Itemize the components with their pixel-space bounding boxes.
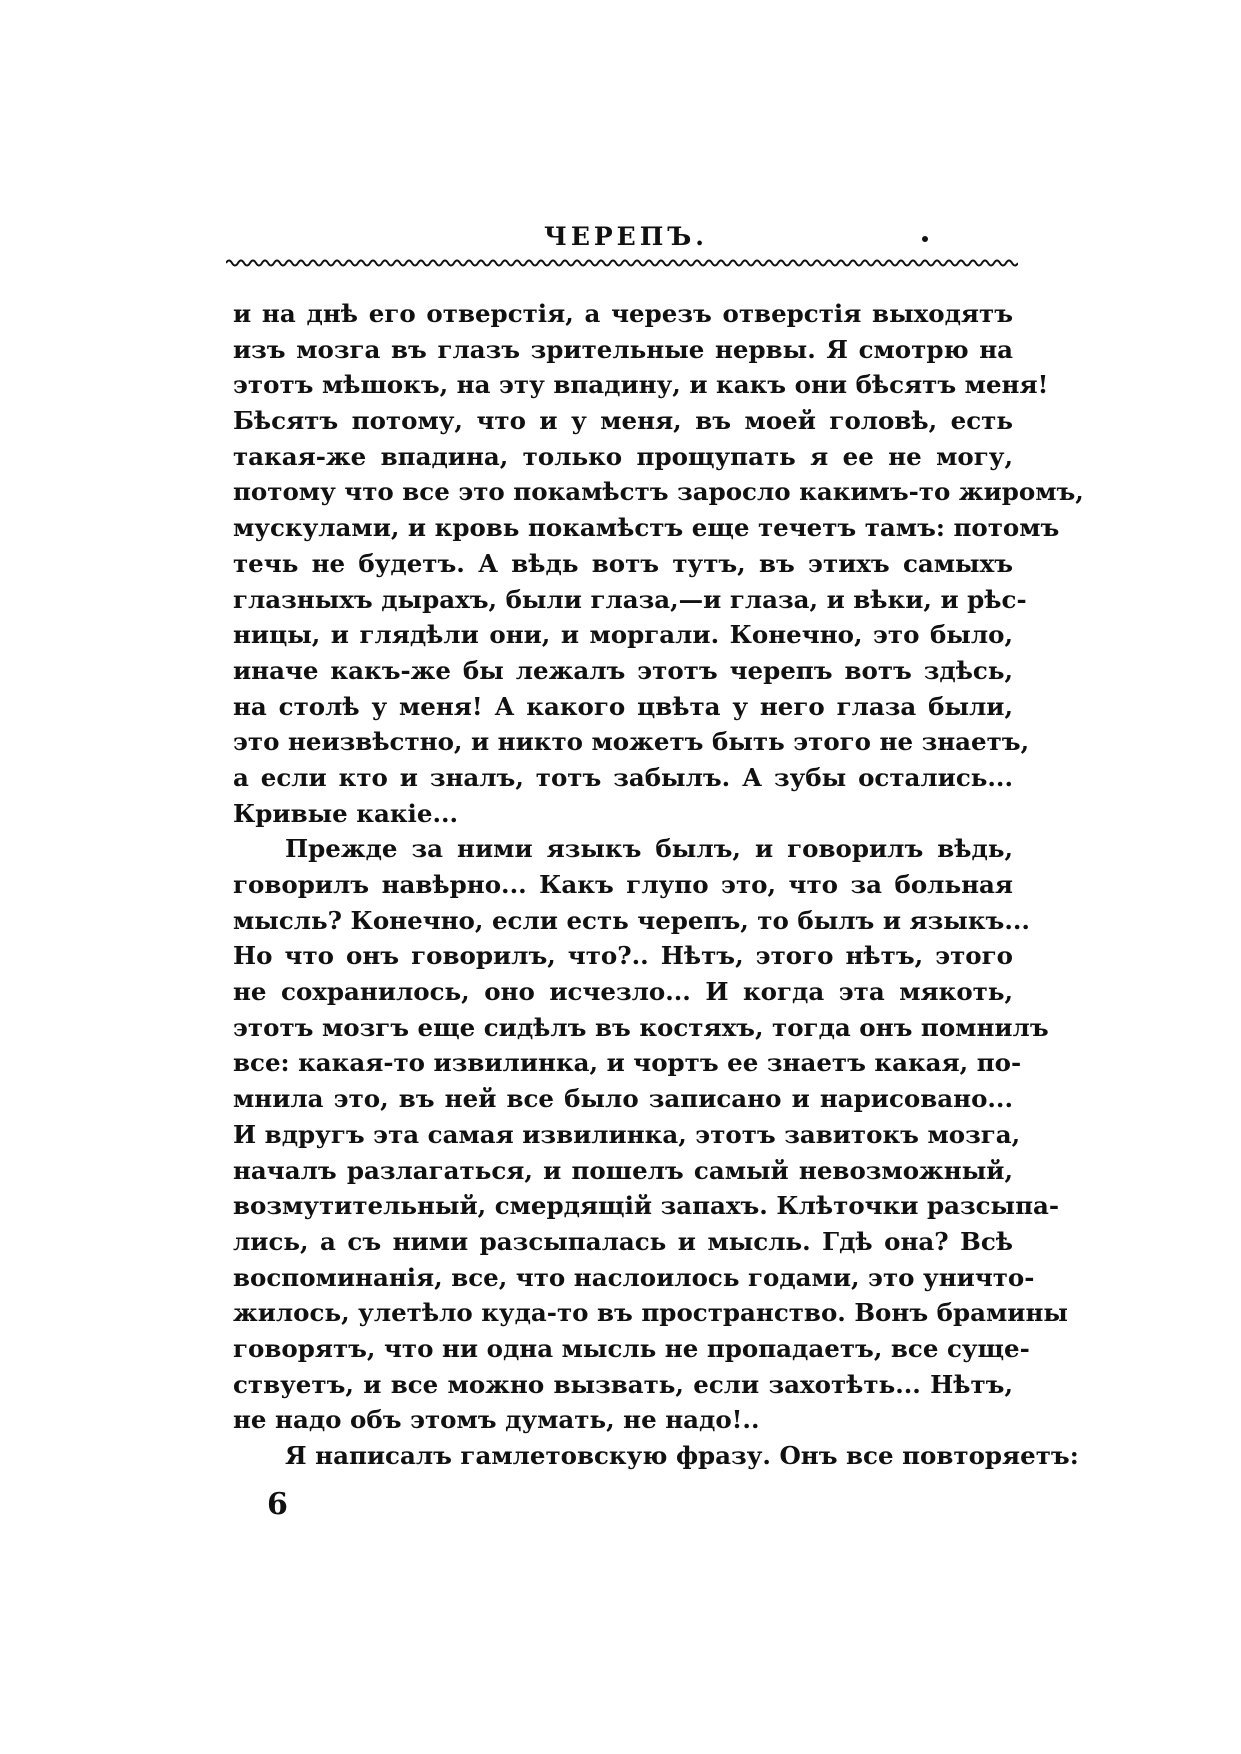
text-line: и на днѣ его отверстія, а черезъ отверстія выходятъ [233,299,1013,328]
wavy-rule-divider [226,257,1018,269]
text-line: возмутительный, смердящій запахъ. Клѣточки разсыпа- [233,1191,1060,1221]
text-line: этотъ мѣшокъ, на эту впадину, и какъ они бѣсятъ меня! [233,370,1049,400]
paragraph-first-line: Я написалъ гамлетовскую фразу. Онъ все повторяетъ: [285,1441,1079,1470]
text-line: мнила это, въ ней все было записано и нарисовано... [233,1084,1013,1114]
body-text [233,296,1084,1474]
text-line: это неизвѣстно, и никто можетъ быть этого не знаетъ, [233,727,1030,757]
text-line: изъ мозга въ глазъ зрительные нервы. Я смотрю на [233,334,1013,364]
header-dot-mark [922,236,928,242]
text-line: на столѣ у меня! А какого цвѣта у него глаза были, [233,691,1013,721]
text-line: течь не будетъ. А вѣдь вотъ тутъ, въ этихъ самыхъ [233,548,1013,578]
text-line: иначе какъ-же бы лежалъ этотъ черепъ вотъ здѣсь, [233,655,1013,685]
text-line: а если кто и зналъ, тотъ забылъ. А зубы остались... [233,762,1013,792]
text-line: лись, а съ ними разсыпалась и мысль. Гдѣ она? Всѣ [233,1226,1013,1256]
paragraph-first-line: Прежде за ними языкъ былъ, и говорилъ вѣдь, [285,834,1013,864]
text-line: ствуетъ, и все можно вызвать, если захотѣть... Нѣтъ, [233,1369,1013,1399]
text-line: жилось, улетѣло куда-то въ пространство. Вонъ брамины [233,1298,1068,1328]
text-line: говорятъ, что ни одна мысль не пропадаетъ, все суще- [233,1333,1030,1363]
text-line: такая-же впадина, только прощупать я ее не могу, [233,441,1013,471]
page-number: 6 [267,1487,288,1522]
text-line: этотъ мозгъ еще сидѣлъ въ костяхъ, тогда онъ помнилъ [233,1012,1049,1042]
text-line: глазныхъ дырахъ, были глаза,—и глаза, и вѣки, и рѣс- [233,584,1027,614]
text-line: ницы, и глядѣли они, и моргали. Конечно, это было, [233,620,1013,650]
text-line: говорилъ навѣрно... Какъ глупо это, что за больная [233,870,1013,899]
text-line: И вдругъ эта самая извилинка, этотъ завитокъ мозга, [233,1119,1021,1149]
running-header [228,222,1012,258]
text-line: Бѣсятъ потому, что и у меня, въ моей головѣ, есть [233,406,1013,436]
text-line: потому что все это покамѣстъ заросло какимъ-то жиромъ, [233,477,1084,507]
text-line: мысль? Конечно, если есть черепъ, то былъ и языкъ... [233,905,1030,935]
text-line: Кривые какіе... [233,798,459,828]
running-title: ЧЕРЕПЪ. [544,222,708,251]
text-line: Но что онъ говорилъ, что?.. Нѣтъ, этого нѣтъ, этого [233,941,1013,971]
text-line: не сохранилось, оно исчезло... И когда эта мякоть, [233,977,1013,1007]
text-line: все: какая-то извилинка, и чортъ ее знаетъ какая, по- [233,1048,1022,1078]
text-line: мускулами, и кровь покамѣстъ еще течетъ тамъ: потомъ [233,513,1060,543]
text-line: не надо объ этомъ думать, не надо!.. [233,1405,760,1435]
text-line: началъ разлагаться, и пошелъ самый невозможный, [233,1155,1013,1185]
text-line: воспоминанія, все, что наслоилось годами, это уничто- [233,1262,1035,1292]
